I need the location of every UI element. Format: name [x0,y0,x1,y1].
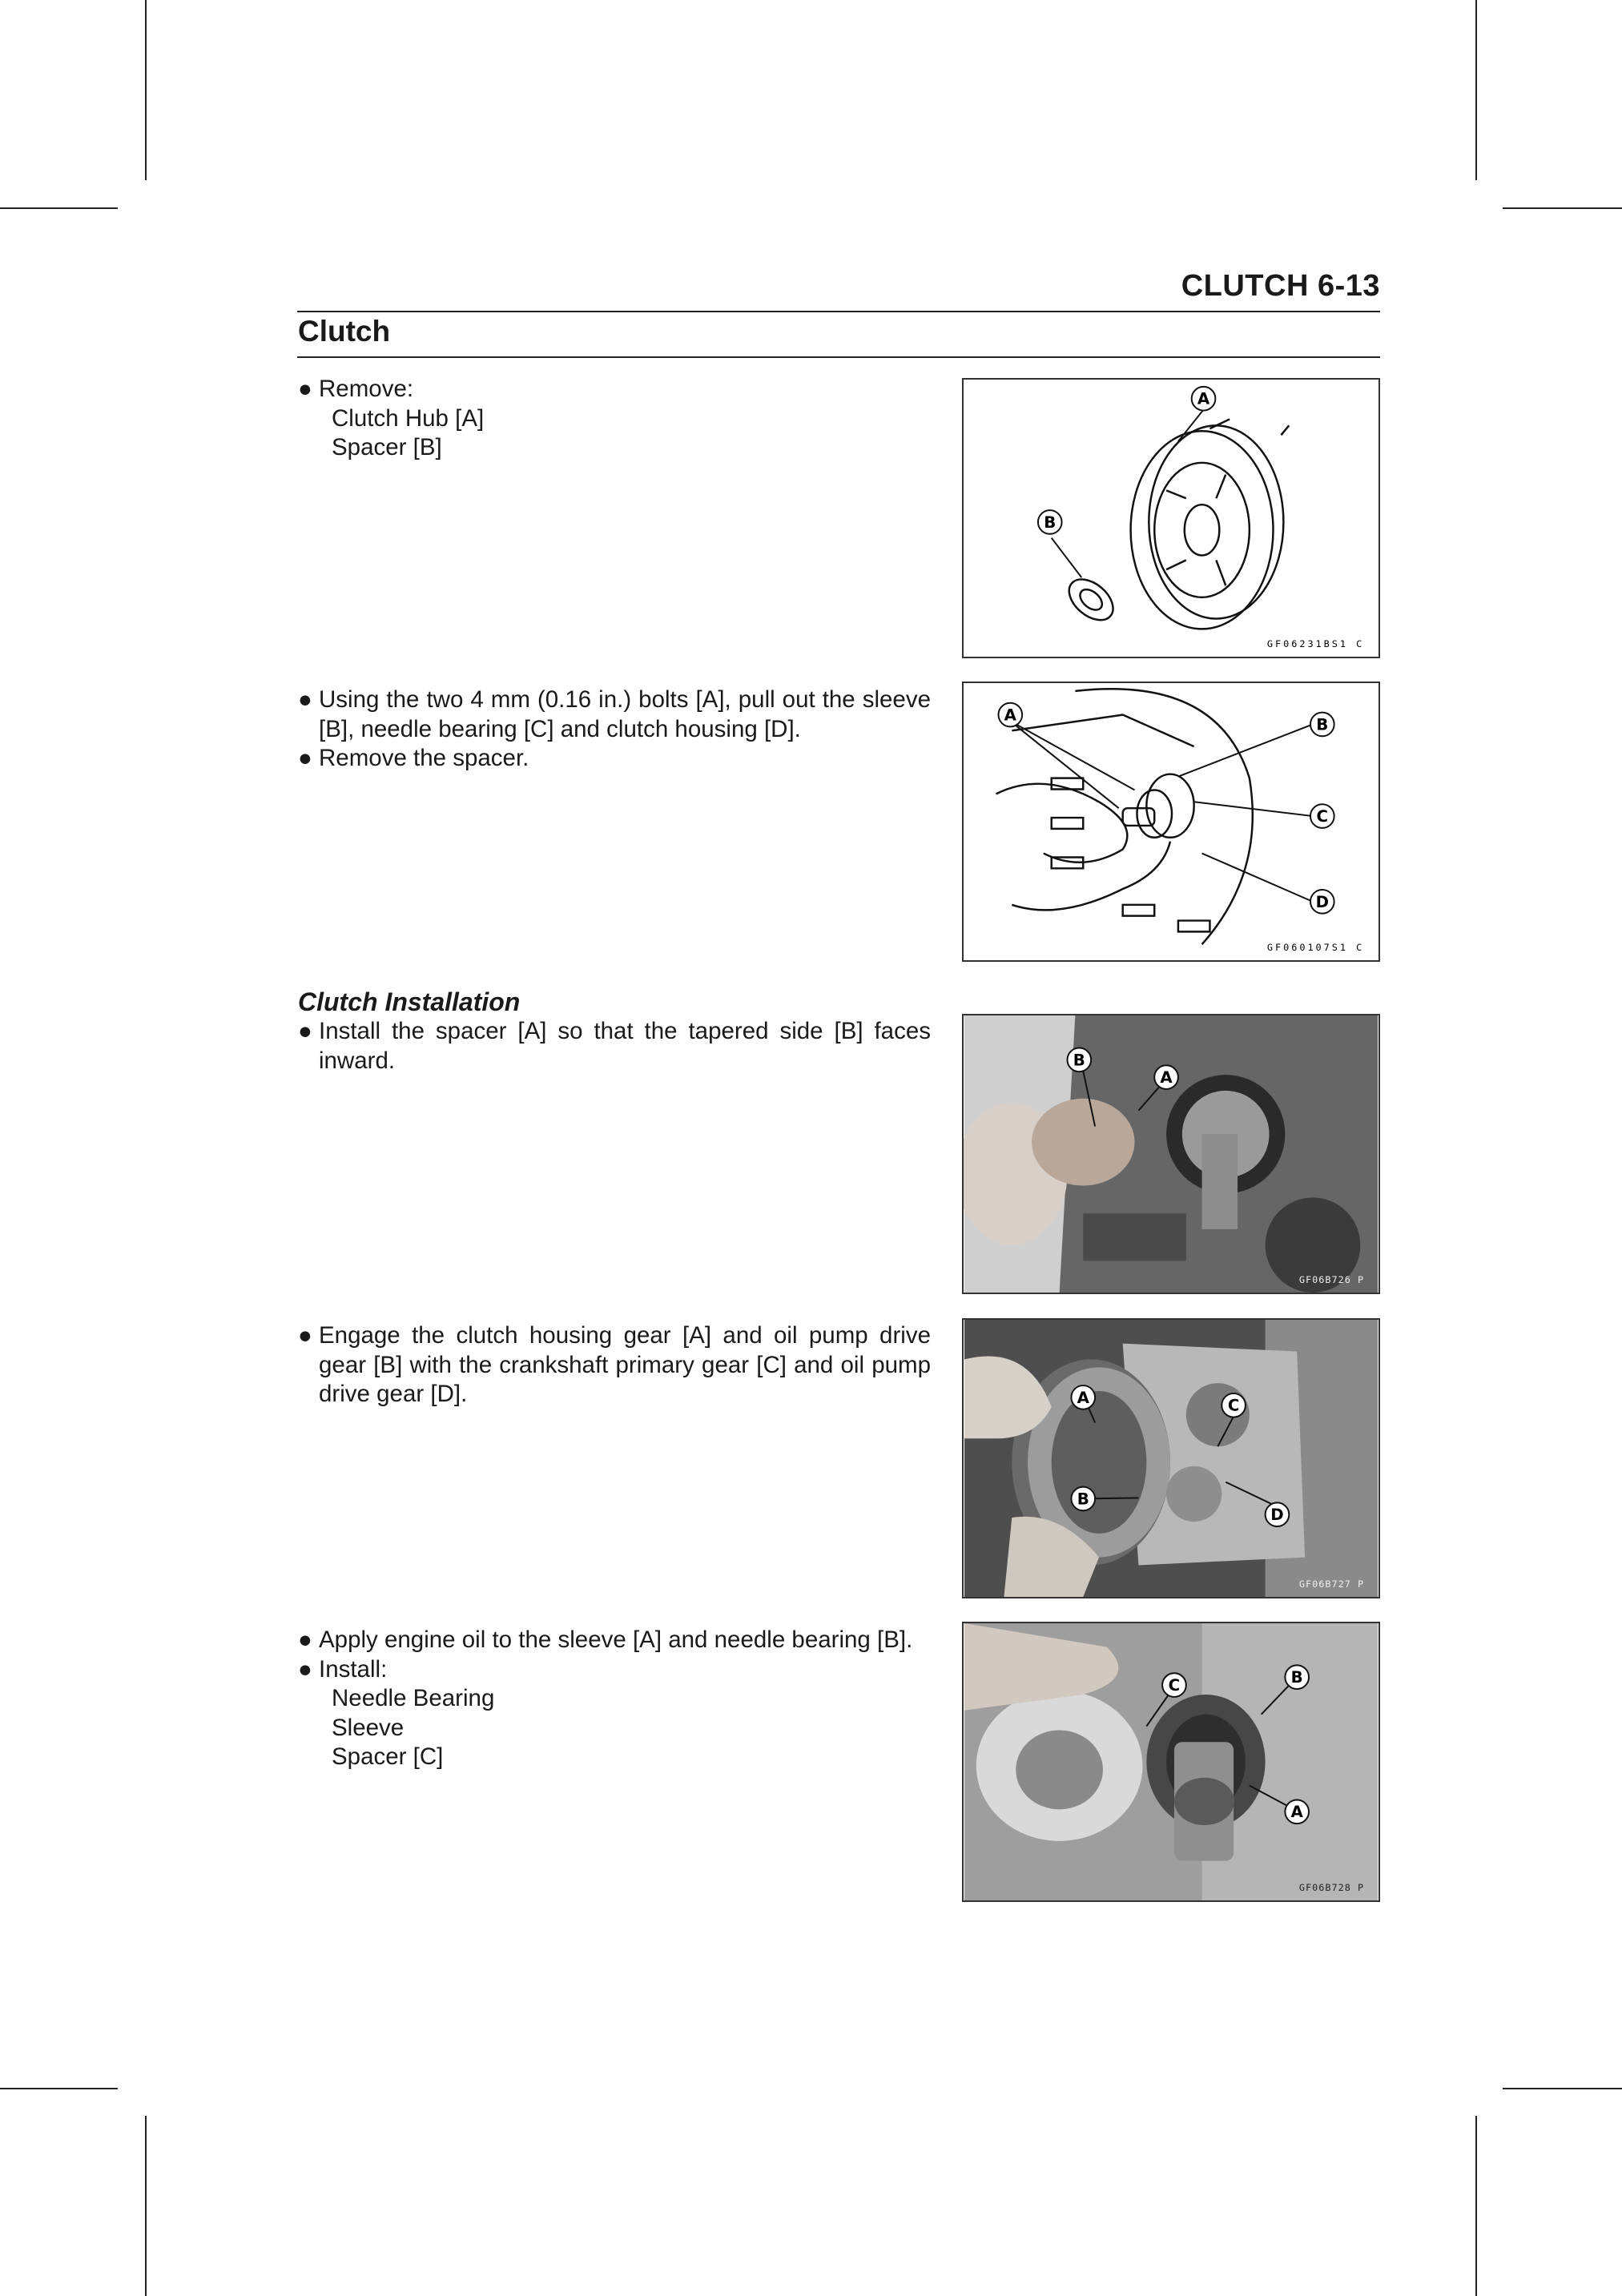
callout-label: A [1160,1068,1173,1088]
apply-oil-photo [964,1623,1378,1900]
install-spacer-photo [964,1015,1378,1293]
bullet-dot: ● [298,686,312,713]
callout-label: D [1270,1506,1284,1525]
callout-label: C [1168,1676,1181,1695]
figure-code: GF06231BS1 C [1266,638,1365,650]
section-rule [297,356,1380,358]
bullet-dot: ● [298,1018,312,1044]
figure-code: GF060107S1 C [1266,942,1365,954]
figure-code: GF06B727 P [1298,1578,1365,1590]
figure-install-spacer-photo [962,1014,1380,1294]
callout-label: B [1044,513,1057,532]
callout-label: B [1316,715,1329,734]
crop-mark [1475,0,1477,180]
figure-code: GF06B728 P [1298,1882,1365,1894]
bullet-dot: ● [298,1627,312,1653]
callout-label: D [1315,892,1330,911]
crop-mark [145,0,147,180]
figure-apply-oil-photo [962,1622,1380,1902]
list-item: Sleeve [332,1714,404,1741]
figure-engage-gears-photo [962,1318,1380,1598]
step-text: Apply engine oil to the sleeve [A] and needle bearing [B]. [319,1627,913,1653]
callout-label: A [1004,706,1016,725]
step-text: Remove: [319,376,414,402]
callout-label: C [1316,807,1329,826]
subsection-title: Clutch Installation [298,987,521,1016]
bullet-dot: ● [298,1322,312,1349]
step-text: Install the spacer [A] so that the tapered side [B] faces inward. [319,1018,931,1074]
callout-label: B [1077,1490,1089,1509]
step-text: Using the two 4 mm (0.16 in.) bolts [A], pull out the sleeve [B], needle bearing [C] and clutch housing [D]. [319,686,931,742]
callout-label: B [1290,1668,1303,1687]
list-item: Spacer [C] [332,1743,444,1770]
clutch-hub-drawing [964,380,1378,657]
bullet-dot: ● [298,376,312,402]
bullet-dot: ● [298,1655,312,1683]
callout-label: C [1227,1396,1240,1415]
step-remove-hub [298,375,931,463]
callout-label: B [1073,1051,1085,1070]
section-title: Clutch [298,315,391,348]
callout-label: A [1290,1803,1303,1822]
step-install-spacer [298,1017,931,1076]
header-rule [297,311,1380,312]
list-item: Clutch Hub [A] [332,404,485,432]
list-item: Spacer [B] [332,434,442,460]
step-pull-sleeve [298,686,931,774]
figure-code: GF06B726 P [1298,1274,1365,1286]
figure-clutch-hub [962,378,1380,658]
engage-gears-photo [964,1320,1378,1597]
crop-mark [0,207,118,209]
callout-label: A [1197,389,1210,408]
crop-mark [1475,2116,1477,2296]
crop-mark [0,2088,118,2089]
crop-mark [145,2116,147,2296]
figure-pull-sleeve [962,682,1380,962]
list-item: Needle Bearing [332,1685,495,1711]
pull-sleeve-drawing [964,683,1378,960]
step-text: Install: [319,1655,388,1683]
step-engage-gears [298,1321,931,1409]
bullet-dot: ● [298,745,312,771]
step-apply-oil [298,1626,931,1772]
crop-mark [1503,2088,1622,2089]
page-header-title: CLUTCH 6-13 [1181,269,1380,303]
callout-label: A [1077,1388,1089,1407]
crop-mark [1503,207,1622,209]
step-text: Engage the clutch housing gear [A] and oil pump drive gear [B] with the crankshaft primary gear [C] and oil pump drive gear [D]. [319,1322,931,1407]
step-text: Remove the spacer. [319,745,529,771]
